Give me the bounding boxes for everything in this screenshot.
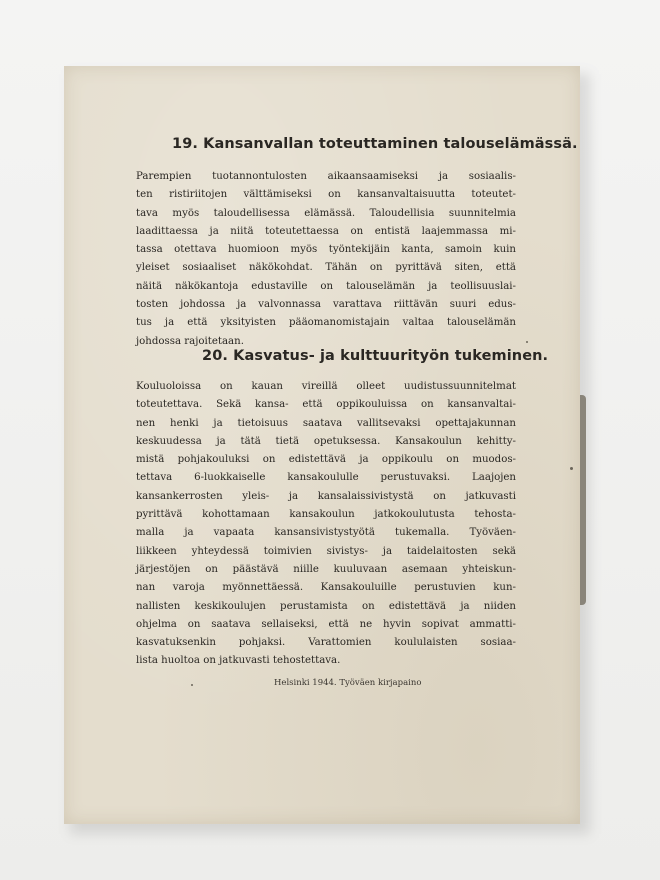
- paper-speck: [526, 341, 528, 343]
- text-line: ohjelma on saatava sellaiseksi, että ne hyvin sopivat ammatti-: [136, 618, 516, 630]
- text-line: Kouluoloissa on kauan vireillä olleet uudistussuunnitelmat: [136, 381, 516, 392]
- text-line: tettava 6-luokkaiselle kansakoululle perustuvaksi. Laajojen: [136, 472, 516, 484]
- text-line: yleiset sosiaaliset näkökohdat. Tähän on pyrittävä siten, että: [136, 262, 516, 274]
- text-line: tosten johdossa ja valvonnassa varattava riittävän suuri edus-: [136, 299, 516, 311]
- text-line: laadittaessa ja niitä toteutettaessa on entistä laajemmassa mi-: [136, 225, 516, 237]
- text-line: tus ja että yksityisten pääomanomistajain valtaa talouselämän: [136, 317, 516, 329]
- section-19-heading: 19. Kansanvallan toteuttaminen talouselämässä.: [172, 136, 578, 152]
- text-line: tassa otettava huomioon myös työntekijäin kanta, samoin kuin: [136, 244, 516, 256]
- text-line: lista huoltoa on jatkuvasti tehostettava.: [136, 655, 341, 667]
- text-line: malla ja vapaata kansansivistystyötä tukemalla. Työväen-: [136, 527, 516, 539]
- printer-imprint: Helsinki 1944. Työväen kirjapaino: [274, 678, 422, 688]
- text-line: nan varoja myönnettäessä. Kansakouluille perustuvien kun-: [136, 582, 516, 594]
- text-line: mistä pohjakouluksi on edistettävä ja oppikoulu on muodos-: [136, 454, 516, 466]
- text-line: Parempien tuotannontulosten aikaansaamiseksi ja sosiaalis-: [136, 171, 516, 182]
- section-19-paragraph: [136, 168, 516, 351]
- text-line: näitä näkökantoja edustaville on talouselämän ja teollisuuslai-: [136, 280, 516, 292]
- text-line: nen henki ja tietoisuus saatava vallitsevaksi opettajakunnan: [136, 417, 516, 429]
- text-line: liikkeen yhteydessä toimivien sivistys- ja taidelaitosten sekä: [136, 545, 516, 557]
- text-line: toteutettava. Sekä kansa- että oppikouluissa on kansanvaltai-: [136, 399, 516, 411]
- text-line: keskuudessa ja tätä tietä opetuksessa. Kansakoulun kehitty-: [136, 435, 516, 447]
- text-line: tava myös taloudellisessa elämässä. Taloudellisia suunnitelmia: [136, 207, 516, 219]
- paper-speck: [570, 467, 573, 470]
- paper-speck: [191, 684, 193, 686]
- text-line: johdossa rajoitetaan.: [136, 335, 244, 347]
- text-line: nallisten keskikoulujen perustamista on edistettävä ja niiden: [136, 600, 516, 612]
- section-20-heading: 20. Kasvatus- ja kulttuurityön tukeminen.: [202, 348, 549, 364]
- text-line: järjestöjen on päästävä niille kuuluvaan asemaan yhteiskun-: [136, 563, 516, 575]
- text-line: kansankerrosten yleis- ja kansalaissivistystä on jatkuvasti: [136, 490, 516, 502]
- text-line: ten ristiriitojen välttämiseksi on kansanvaltaisuutta toteutet-: [136, 189, 516, 201]
- section-20-paragraph: [136, 378, 516, 671]
- text-line: pyrittävä kohottamaan kansakoulun jatkokoulutusta tehosta-: [136, 509, 516, 521]
- text-line: kasvatuksenkin pohjaksi. Varattomien koululaisten sosiaa-: [136, 637, 516, 649]
